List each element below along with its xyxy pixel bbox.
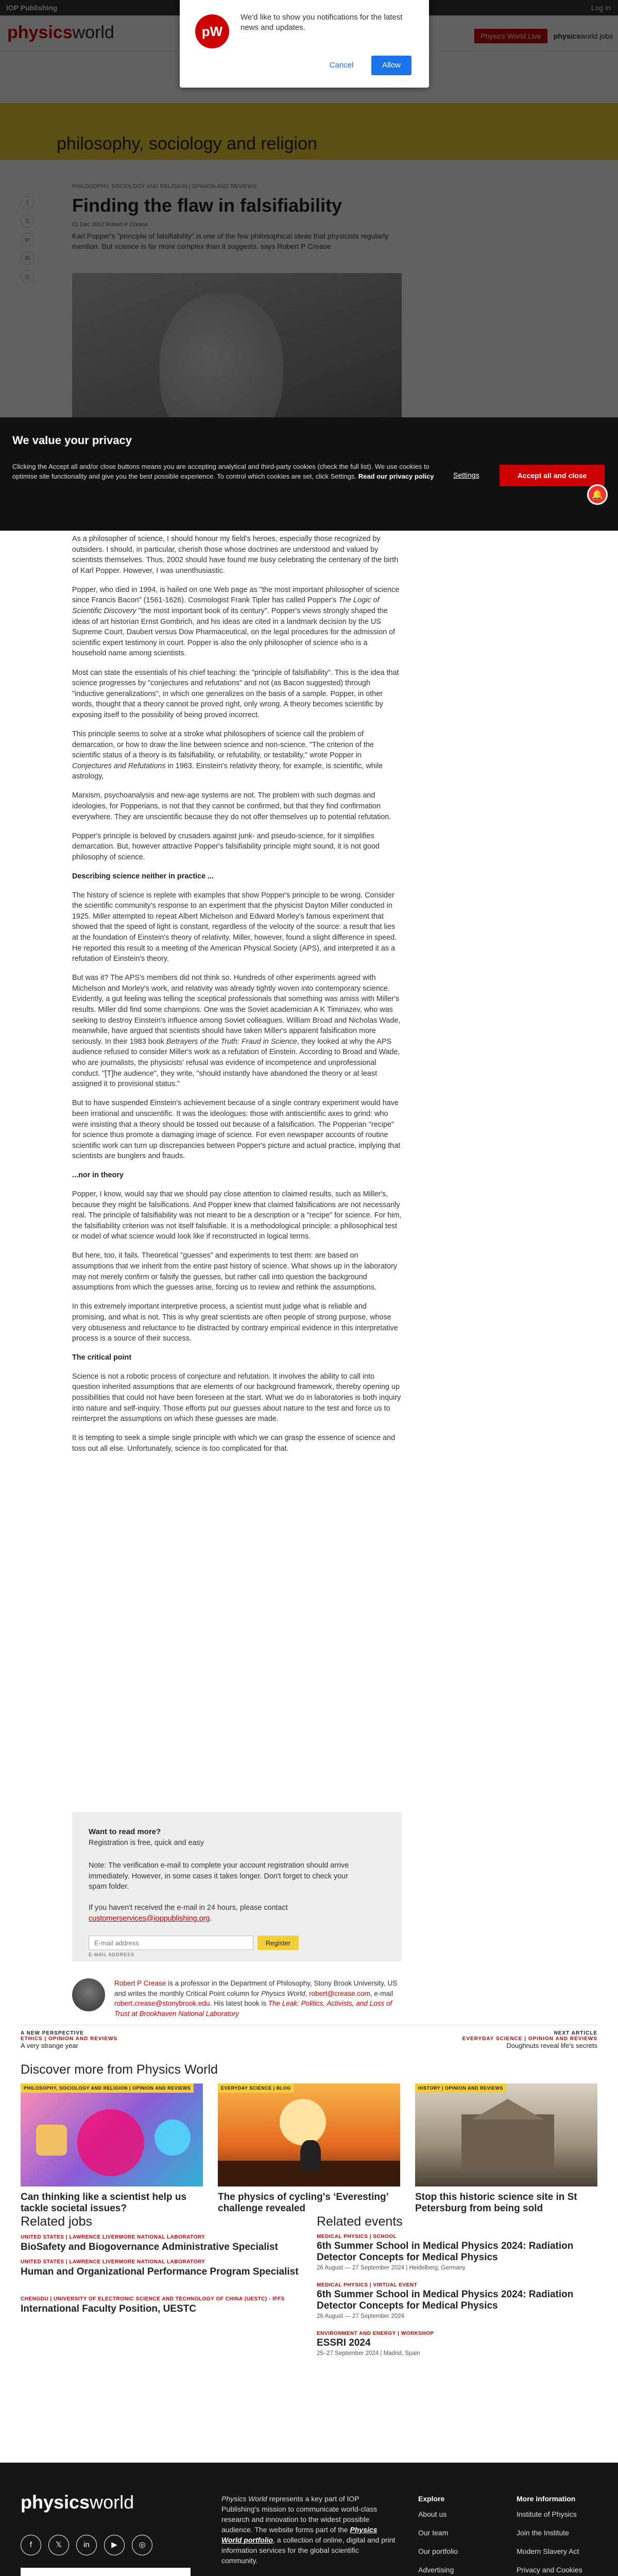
job-item[interactable]: UNITED STATES | LAWRENCE LIVERMORE NATIONAL LABORATORY Human and Organizational Performance Program Specialist bbox=[21, 2259, 299, 2277]
footer-link[interactable]: Institute of Physics bbox=[517, 2510, 577, 2518]
site-footer bbox=[0, 2463, 618, 2576]
customer-services-email-link[interactable]: customerservices@ioppublishing.org bbox=[89, 1914, 210, 1923]
discover-heading: Discover more from Physics World bbox=[21, 2062, 218, 2077]
related-events-heading: Related events bbox=[317, 2214, 403, 2229]
article-pagination bbox=[21, 2025, 597, 2050]
linkedin-icon[interactable]: in bbox=[76, 2535, 97, 2555]
notification-message: We'd like to show you notifications for the latest news and updates. bbox=[241, 13, 403, 32]
card-tag: HISTORY | OPINION AND REVIEWS bbox=[415, 2083, 506, 2093]
paragraph: It is tempting to seek a simple single principle with which we can grasp the essence of science and toss out all else. Unfortunately, science is too complicated for that. bbox=[72, 1434, 396, 1453]
previous-article-link[interactable]: A NEW PERSPECTIVE ETHICS | OPINION AND REVIEWS A very strange year bbox=[21, 2030, 118, 2049]
email-field-label: E-MAIL ADDRESS bbox=[89, 1952, 135, 1957]
register-button[interactable]: Register bbox=[258, 1936, 299, 1950]
event-item[interactable]: ENVIRONMENT AND ENERGY | WORKSHOP ESSRI 2024 25–27 September 2024 | Madrid, Spain bbox=[317, 2331, 434, 2357]
paragraph: Most can state the essentials of his chief teaching: the "principle of falsifiability". This is the idea that science progresses by "conjectures and refutations" and not (as Bacon suggested) through "inductive generalizations", in which one generalizes on the basis of a sample. Popper, in other words, thought that a theory cannot be proved right, only wrong. A theory becomes scientific by exposing itself to the possibility of being proved incorrect. bbox=[72, 668, 399, 719]
cookie-title: We value your privacy bbox=[12, 434, 132, 447]
portfolio-link[interactable]: Physics World portfolio bbox=[221, 2526, 377, 2544]
event-item[interactable]: MEDICAL PHYSICS | VIRTUAL EVENT 6th Summer School in Medical Physics 2024: Radiation Detector Concepts for Medical Physics 26 August — 27 September 2024 bbox=[317, 2282, 574, 2319]
card-title: Can thinking like a scientist help us tackle societal issues? bbox=[21, 2192, 187, 2214]
paragraph: The history of science is replete with examples that show Popper's principle to be wrong. Consider the scientific community's response to an experiment that the physicist Dayton Miller conducted in 1925. Miller attempted to repeat Albert Michelson and Edward Morley's famous experiment that showed that the speed of light is constant, regardless of the velocity of the source: a result that lies at the foundation of Einstein's theory of relativity. Miller, however, found a slight difference in speed. He reported this result to a meeting of the American Physical Society (APS), and interpreted it as a refutation of Einstein's theory. bbox=[72, 891, 397, 963]
footer-link[interactable]: Modern Slavery Act bbox=[517, 2547, 579, 2555]
footer-explore: Explore About us Our team Our portfolio Advertising bbox=[418, 2495, 458, 2574]
subheading: ...nor in theory bbox=[72, 1171, 124, 1180]
paragraph: But to have suspended Einstein's achievement because of a single contrary experiment would have been irrational and unscientific. It was the ideologues: those with antiscientific axes to grind: who were insisting that a theory should be tossed out because of a falsification. The Popperian "recipe" for science thus promote a damaging image of science. For even newspaper accounts of routine scientific work can turn up discrepancies between Popper's picture and actual practice, implying that scientists are bunglers and frauds. bbox=[72, 1099, 401, 1161]
event-item[interactable]: MEDICAL PHYSICS | SCHOOL 6th Summer School in Medical Physics 2024: Radiation Detector Concepts for Medical Physics 26 August — 27 September 2024 | Heidelberg, Germany bbox=[317, 2234, 574, 2271]
notification-bell-icon[interactable]: 🔔 bbox=[587, 484, 608, 505]
social-links bbox=[21, 2535, 152, 2555]
card-tag: EVERYDAY SCIENCE | BLOG bbox=[218, 2083, 294, 2093]
email-field[interactable] bbox=[89, 1936, 253, 1950]
footer-more-info: More information Institute of Physics Join the Institute Modern Slavery Act Privacy and Cookies bbox=[517, 2494, 599, 2576]
register-subheading: Registration is free, quick and easy bbox=[89, 1839, 204, 1847]
subheading: Describing science neither in practice ... bbox=[72, 872, 214, 881]
cancel-button[interactable]: Cancel bbox=[329, 61, 354, 70]
instagram-icon[interactable]: ◎ bbox=[132, 2535, 152, 2555]
card-tag: PHILOSOPHY, SOCIOLOGY AND RELIGION | OPINION AND REVIEWS bbox=[21, 2083, 194, 2093]
author-website-link[interactable]: robert@crease.com bbox=[309, 1989, 370, 1997]
footer-link[interactable]: Our portfolio bbox=[418, 2547, 458, 2555]
push-notification-prompt bbox=[180, 0, 429, 88]
footer-logo[interactable]: physicsworld bbox=[21, 2492, 134, 2513]
accept-all-button[interactable]: Accept all and close bbox=[500, 465, 605, 486]
x-twitter-icon[interactable]: 𝕏 bbox=[48, 2535, 69, 2555]
footer-about: Physics World represents a key part of IOP Publishing's mission to communicate world-class research and innovation to the widest possible audience. The website forms part of the Physics World portfolio, a collection of online, digital and print information services for the global scientific community. bbox=[221, 2495, 396, 2565]
paragraph: Popper, I know, would say that we should pay close attention to claimed results, such as Miller's, because they might be falsifications. And Popper knew that claimed falsifications are not necessarily real. The principle of falsifiability was not meant to be a description or a "recipe" for science. For him, the falsifiability criterion was not itself falsifiable. It is a methodological principle: a philosophical test or model of what science would look like if reconstructed in logical terms. bbox=[72, 1190, 402, 1241]
paragraph: But was it? The APS's members did not think so. Hundreds of other experiments agreed with Michelson and Morley's work, and relativity was already tightly woven into contemporary science. Evidently, a gut feeling was telling the sceptical professionals that something was amiss with Miller's results. Miller did find some champions. One was the Soviet academician A K Timiriazev, who was seeking to destroy Einstein's influence among Soviet colleagues. William Broad and Nicholas Wade, meanwhile, have argued that scientists should have taken Miller's apparent falsification more seriously. In their 1983 book Betrayers of the Truth: Fraud in Science, they looked at why the APS audience refused to consider Miller's work as a refutation of Einstein. According to Broad and Wade, who are journalists, the physicists' refusal was evidence of incompetence and unprofessional conduct. "[T]he audience", they write, "should instantly have abandoned the theory or at least assigned it to provisional status." bbox=[72, 974, 401, 1089]
youtube-icon[interactable]: ▶ bbox=[104, 2535, 125, 2555]
sign-in-button[interactable] bbox=[21, 2568, 191, 2576]
footer-link[interactable]: Privacy and Cookies bbox=[517, 2566, 582, 2574]
register-heading: Want to read more? bbox=[89, 1827, 161, 1836]
author-book-link[interactable]: The Leak: Politics, Activists, and Loss of Trust at Brookhaven National Laboratory bbox=[114, 1999, 392, 2018]
footer-link[interactable]: Advertising bbox=[418, 2566, 454, 2574]
author-name-link[interactable]: Robert P Crease bbox=[114, 1979, 166, 1987]
card-image bbox=[218, 2083, 400, 2187]
card-image bbox=[21, 2083, 203, 2187]
footer-link[interactable]: Join the Institute bbox=[517, 2529, 569, 2537]
paragraph: In this extremely important interpretive process, a scientist must judge what is reliable and promising, and what is not. This is why great scientists are often people of strong purpose, whose very obtuseness and reluctance to be distracted by contrary empirical evidence in this interpretative process is a source of their success. bbox=[72, 1302, 398, 1343]
author-email-link[interactable]: robert.crease@stonybrook.edu bbox=[114, 1999, 210, 2007]
card-title: Stop this historic science site in St Petersburg from being sold bbox=[415, 2192, 577, 2214]
avatar bbox=[72, 1978, 105, 2011]
paragraph: But here, too, it fails. Theoretical "guesses" and experiments to test them: are based on assumptions that we inherit from the entire past history of science. What shows up in the laboratory may not merely confirm or falsify the guesses, but rather call into question the background assumptions from which the guesses arise, forcing us to review and rethink the assumptions. bbox=[72, 1251, 398, 1292]
card-image bbox=[415, 2083, 597, 2187]
paragraph: Popper, who died in 1994, is hailed on one Web page as "the most important philosopher of science since Francis Bacon" (1561-1626). Cosmologist Frank Tipler has called Popper's The Logic of Scientific Discovery "the most important book of its century". Popper's views strongly shaped the ideas of art historian Ernst Gombrich, and his ideas are cited in a landmark decision by the US Supreme Court, Daubert versus Dow Pharmaceutical, on the legal procedures for the admission of scientific expert testimony in court. Popper is also the only philosopher of science who is a household name among scientists. bbox=[72, 585, 400, 658]
discover-card[interactable] bbox=[21, 2083, 203, 2214]
facebook-icon[interactable]: f bbox=[21, 2535, 41, 2555]
paragraph: Popper's principle is beloved by crusaders against junk- and pseudo-science, for it simplifies demarcation. But, however attractive Popper's falsifiability principle might sound, it is not good philosophy of science. bbox=[72, 832, 380, 861]
paragraph: Marxism, psychoanalysis and new-age systems are not. The problem with such dogmas and ideologies, for Popperians, is not that they cannot be confirmed, but that they find confirmation everywhere. They are unscientific because they do not offer themselves up to potential refutation. bbox=[72, 791, 391, 821]
physics-world-badge-icon: pW bbox=[195, 14, 229, 48]
footer-link[interactable]: Our team bbox=[418, 2529, 449, 2537]
discover-card[interactable] bbox=[415, 2083, 597, 2214]
register-resend-text: If you haven't received the e-mail in 24 hours, please contact customerservices@ioppublishing.org. bbox=[89, 1904, 288, 1923]
author-bio-text: Robert P Crease is a professor in the Department of Philosophy, Stony Brook University, US and writes the monthly Critical Point column for Physics World, robert@crease.com, e-mail robert.crease@stonybrook.edu. His latest book is The Leak: Politics, Activists, and Loss of Trust at Brookhaven National Laboratory bbox=[114, 1979, 398, 2018]
cookie-settings-link[interactable]: Settings bbox=[453, 471, 479, 479]
article-body bbox=[72, 534, 402, 1463]
subheading: The critical point bbox=[72, 1353, 132, 1362]
allow-button[interactable]: Allow bbox=[371, 56, 411, 75]
job-item[interactable]: UNITED STATES | LAWRENCE LIVERMORE NATIONAL LABORATORY BioSafety and Biogovernance Administrative Specialist bbox=[21, 2234, 278, 2252]
next-article-link[interactable]: NEXT ARTICLE EVERYDAY SCIENCE | OPINION AND REVIEWS Doughnuts reveal life's secrets bbox=[462, 2030, 597, 2049]
paragraph: As a philosopher of science, I should honour my field's heroes, especially those recognized by outsiders. I should, in particular, cherish those whose doctrines are understood and valued by scientists themselves. Thus, 2002 should have found me busy celebrating the centenary of the birth of Karl Popper. However, I was unenthusiastic. bbox=[72, 535, 399, 575]
privacy-policy-link[interactable]: Read our privacy policy bbox=[358, 472, 434, 480]
job-item[interactable]: CHENGDU | UNIVERSITY OF ELECTRONIC SCIENCE AND TECHNOLOGY OF CHINA (UESTC) - IFFS International Faculty Position, UESTC bbox=[21, 2296, 285, 2314]
discover-card[interactable] bbox=[218, 2083, 400, 2214]
footer-link[interactable]: About us bbox=[418, 2510, 447, 2518]
paragraph: Science is not a robotic process of conjecture and refutation. It involves the ability to call into question inherited assumptions that are elements of our background framework, thereby opening up possibilities that could not have been foreseen at the start. What we do in laboratories is both inquiry into nature and self-inquiry. Those efforts put our guesses about nature to the test and force us to reinterpret the assumptions on which these guesses are made. bbox=[72, 1372, 401, 1423]
register-note: Note: The verification e-mail to complete your account registration should arrive immediately. However, in some cases it takes longer. Don't forget to check your spam folder. bbox=[89, 1861, 349, 1891]
registration-box bbox=[72, 1812, 402, 1961]
cookie-banner bbox=[0, 417, 618, 531]
paragraph: This principle seems to solve at a stroke what philosophers of science call the problem of demarcation, or how to draw the line between science and non-science. "The criterion of the scientific status of a theory is its falsifiability, or refutability, or testability," wrote Popper in Conjectures and Refutations in 1963. Einstein's relativity theory, for example, is scientific, while astrology, bbox=[72, 730, 383, 781]
card-title: The physics of cycling's ‘Everesting’ challenge revealed bbox=[218, 2192, 388, 2214]
cookie-text: Clicking the Accept all and/or close buttons means you are accepting analytical and third-party cookies (check the full list). We use cookies to optimise site functionality and give you the best possible experience. To control which cookies are set, click Settings. Read our privacy policy bbox=[12, 463, 434, 480]
related-jobs-heading: Related jobs bbox=[21, 2214, 92, 2229]
